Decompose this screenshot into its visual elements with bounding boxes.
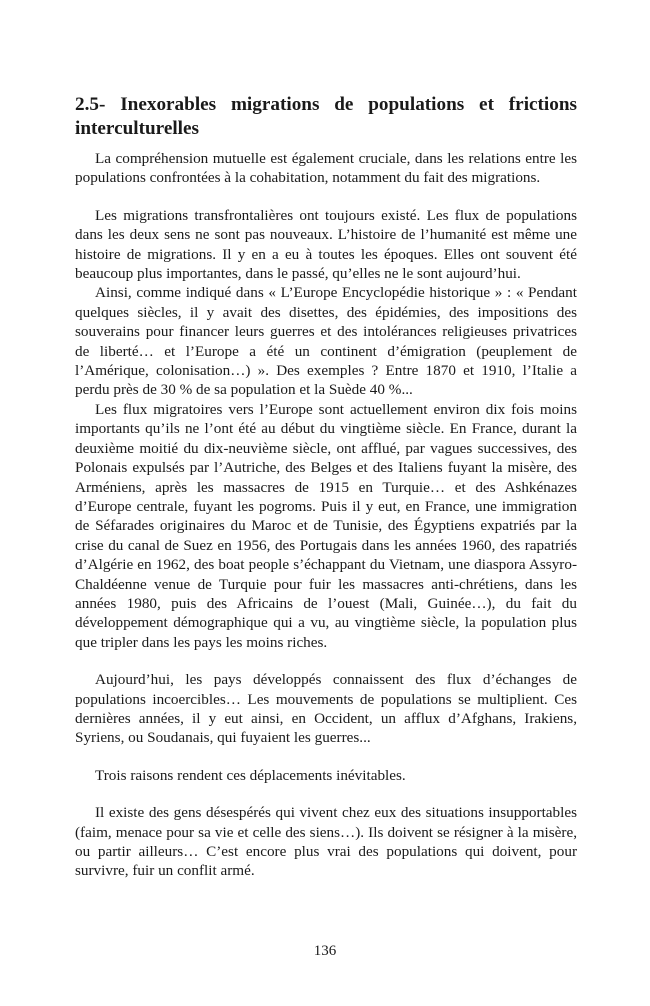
paragraph-today: Aujourd’hui, les pays développés connaissent des flux d’échanges de populations incoercibles… Les mouvements de populations se multiplient. Ces dernières années, il y eut ainsi, en Occident, un afflux d’Afghans, Irakiens, Syriens, ou Soudanais, qui fuyaient les guerres...: [75, 671, 577, 747]
paragraph-migrations-history: Les migrations transfrontalières ont toujours existé. Les flux de populations dans les deux sens ne sont pas nouveaux. L’histoire de l’humanité est même une histoire de migrations. Il y en a eu à toutes les époques. Elles ont souvent été beaucoup plus importantes, dans le passé, qu’elles ne le sont aujourd’hui.: [75, 206, 577, 283]
page-body: [75, 93, 577, 881]
paragraph-intro: La compréhension mutuelle est également cruciale, dans les relations entre les populations confrontées à la cohabitation, notamment du fait des migrations.: [75, 150, 577, 187]
paragraph-encyclopedia-quote: Ainsi, comme indiqué dans « L’Europe Encyclopédie historique » : « Pendant quelques siècles, il y avait des disettes, des épidémies, des impositions des souverains pour financer leurs guerres et des intolérances religieuses privatrices de liberté… et l’Europe a été un continent d’émigration (peuplement de l’Amérique, colonisation…) ». Des exemples ? Entre 1870 et 1910, l’Italie a perdu près de 30 % de sa population et la Suède 40 %...: [75, 284, 577, 399]
paragraph-three-reasons: Trois raisons rendent ces déplacements inévitables.: [95, 766, 406, 784]
paragraph-desperate-people: Il existe des gens désespérés qui vivent chez eux des situations insupportables (faim, menace pour sa vie et celle des siens…). Ils doivent se résigner à la misère, ou partir ailleurs… C’est encore plus vrai des populations qui doivent, pour survivre, fuir un conflit armé.: [75, 804, 577, 880]
paragraph-migration-flows: Les flux migratoires vers l’Europe sont actuellement environ dix fois moins importants qu’ils ne l’ont été au début du vingtième siècle. En France, durant la deuxième moitié du dix-neuvième siècle, ont afflué, par vagues successives, des Polonais expulsés par l’Autriche, des Belges et des Italiens fuyant la misère, des Arméniens, après les massacres de 1915 en Turquie… et des Ashkénazes d’Europe centrale, fuyant les pogroms. Puis il y eut, en France, une immigration de Séfarades originaires du Maroc et de Tunisie, des Égyptiens expatriés par la crise du canal de Suez en 1956, des Portugais dans les années 1960, des rapatriés d’Algérie en 1962, des boat people s’échappant du Vietnam, une diaspora Assyro-Chaldéenne venue de Turquie pour fuir les massacres anti-chrétiens, dans les années 1980, puis des Africains de l’ouest (Mali, Guinée…), du fait du développement démographique qui a vu, au vingtième siècle, la population plus que tripler dans les pays les moins riches.: [75, 400, 577, 651]
section-title: 2.5- Inexorables migrations de populations et frictions interculturelles: [75, 94, 577, 139]
page-number: 136: [313, 943, 337, 959]
